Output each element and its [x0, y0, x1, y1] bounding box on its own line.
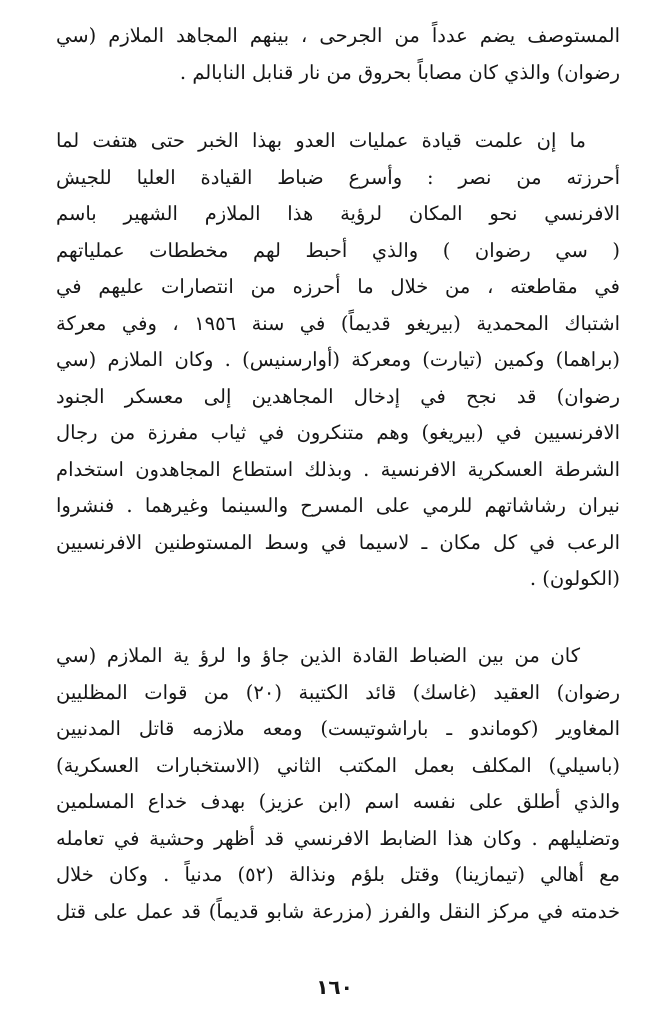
text-line: خدمته في مركز النقل والفرز (مزرعة شابو قديماً) قد عمل على قتل: [56, 899, 620, 923]
text-line: رضوان) العقيد (غاسك) قائد الكتيبة (٢٠) من قوات المظليين: [56, 680, 620, 704]
text-line: ( سي رضوان ) والذي أحبط لهم مخططات عملياتهم: [56, 238, 620, 262]
text-line: المغاوير (كوماندو ـ باراشوتيست) ومعه ملازمه قاتل المدنيين: [56, 717, 620, 740]
text-line: نيران رشاشاتهم للرمي على المسرح والسينما وغيرهما . فنشروا: [56, 494, 620, 517]
text-line: (الكولون) .: [529, 567, 620, 590]
text-line: اشتباك المحمدية (بيريغو قديماً) في سنة ١٩٥٦ ، وفي معركة: [56, 311, 620, 335]
text-line: (براهما) وكمين (تيارت) ومعركة (أوارسنيس) . وكان الملازم (سي: [56, 348, 620, 371]
text-line: ما إن علمت قيادة عمليات العدو بهذا الخبر حتى هتفت لما: [56, 129, 586, 152]
page-number: ١٦٠: [316, 975, 353, 999]
text-line: رضوان) قد نجح في إدخال المجاهدين إلى معسكر الجنود: [56, 384, 620, 408]
text-line: الافرنسيين في (بيريغو) وهم متنكرون في ثياب مفرزة من رجال: [56, 421, 620, 444]
text-line: وتضليلهم . وكان هذا الضابط الافرنسي قد أظهر وحشية في تعامله: [56, 826, 620, 850]
text-line: (باسيلي) المكلف بعمل المكتب الثاني (الاستخبارات العسكرية): [56, 753, 620, 777]
text-line: كان من بين الضباط القادة الذين جاؤ وا لرؤ ية الملازم (سي: [56, 644, 580, 667]
text-line: المستوصف يضم عدداً من الجرحى ، بينهم المجاهد الملازم (سي: [56, 24, 620, 47]
text-line: الشرطة العسكرية الافرنسية . وبذلك استطاع المجاهدون استخدام: [56, 457, 620, 481]
text-line: الرعب في كل مكان ـ لاسيما في وسط المستوطنين الافرنسيين: [56, 530, 620, 554]
text-line: مع أهالي (تيمازينا) وقتل بلؤم ونذالة (٥٢) مدنياً . وكان خلال: [56, 863, 620, 886]
text-line: أحرزته من نصر : وأسرع ضباط القيادة العليا للجيش: [56, 165, 620, 189]
text-line: رضوان) والذي كان مصاباً بحروق من نار قنابل النابالم .: [179, 60, 620, 84]
text-line: والذي أطلق على نفسه اسم (ابن عزيز) بهدف خداع المسلمين: [56, 790, 620, 813]
paragraph: [56, 18, 620, 91]
text-line: الافرنسي نحو المكان لرؤية هذا الملازم الشهير باسم: [56, 202, 620, 225]
paragraph: [56, 638, 620, 930]
text-line: في مقاطعته ، من خلال ما أحرزه من انتصارات عليهم في: [56, 275, 620, 298]
paragraph: [56, 123, 620, 598]
